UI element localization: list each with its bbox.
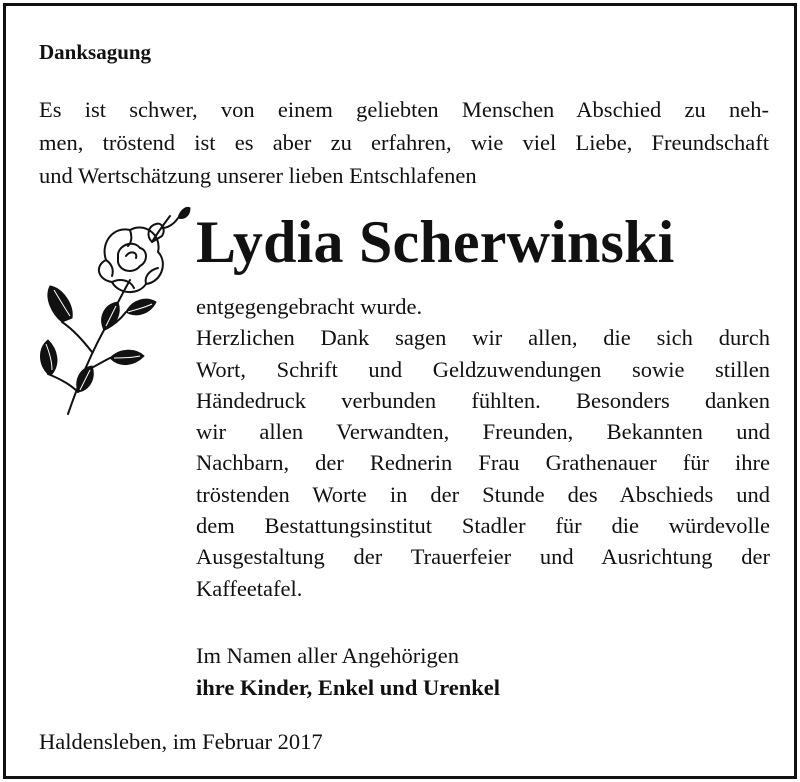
body-line: tröstenden Worte in der Stunde des Abschieds und bbox=[196, 481, 770, 507]
body-line: dem Bestattungsinstitut Stadler für die würdevolle bbox=[196, 513, 770, 539]
obituary-frame bbox=[3, 3, 797, 779]
signature-greeting: Im Namen aller Angehörigen bbox=[196, 643, 460, 668]
intro-line: Es ist schwer, von einem geliebten Menschen Abschied zu neh- bbox=[39, 97, 769, 122]
intro-line: und Wertschätzung unserer lieben Entschlafenen bbox=[39, 163, 477, 188]
body-line: wir allen Verwandten, Freunden, Bekannten und bbox=[196, 419, 770, 445]
intro-line: men, tröstend ist es aber zu erfahren, wie viel Liebe, Freundschaft bbox=[39, 130, 769, 155]
deceased-name: Lydia Scherwinski bbox=[196, 209, 675, 275]
body-line: entgegengebracht wurde. bbox=[196, 294, 423, 319]
body-line: Ausgestaltung der Trauerfeier und Ausrichtung der bbox=[196, 544, 770, 570]
body-line: Händedruck verbunden fühlten. Besonders danken bbox=[196, 387, 770, 413]
signature bbox=[196, 640, 500, 704]
body-line: Kaffeetafel. bbox=[196, 575, 303, 601]
body-line: Wort, Schrift und Geldzuwendungen sowie stillen bbox=[196, 356, 770, 382]
signature-family: ihre Kinder, Enkel und Urenkel bbox=[196, 675, 501, 700]
heading: Danksagung bbox=[39, 40, 152, 64]
intro-paragraph bbox=[39, 93, 769, 192]
body-line: Nachbarn, der Rednerin Frau Grathenauer für ihre bbox=[196, 450, 770, 476]
body-line: Herzlichen Dank sagen wir allen, die sich durch bbox=[196, 325, 770, 351]
rose-icon bbox=[34, 202, 194, 422]
place-date: Haldensleben, im Februar 2017 bbox=[39, 729, 323, 754]
thanks-paragraph bbox=[196, 291, 770, 604]
